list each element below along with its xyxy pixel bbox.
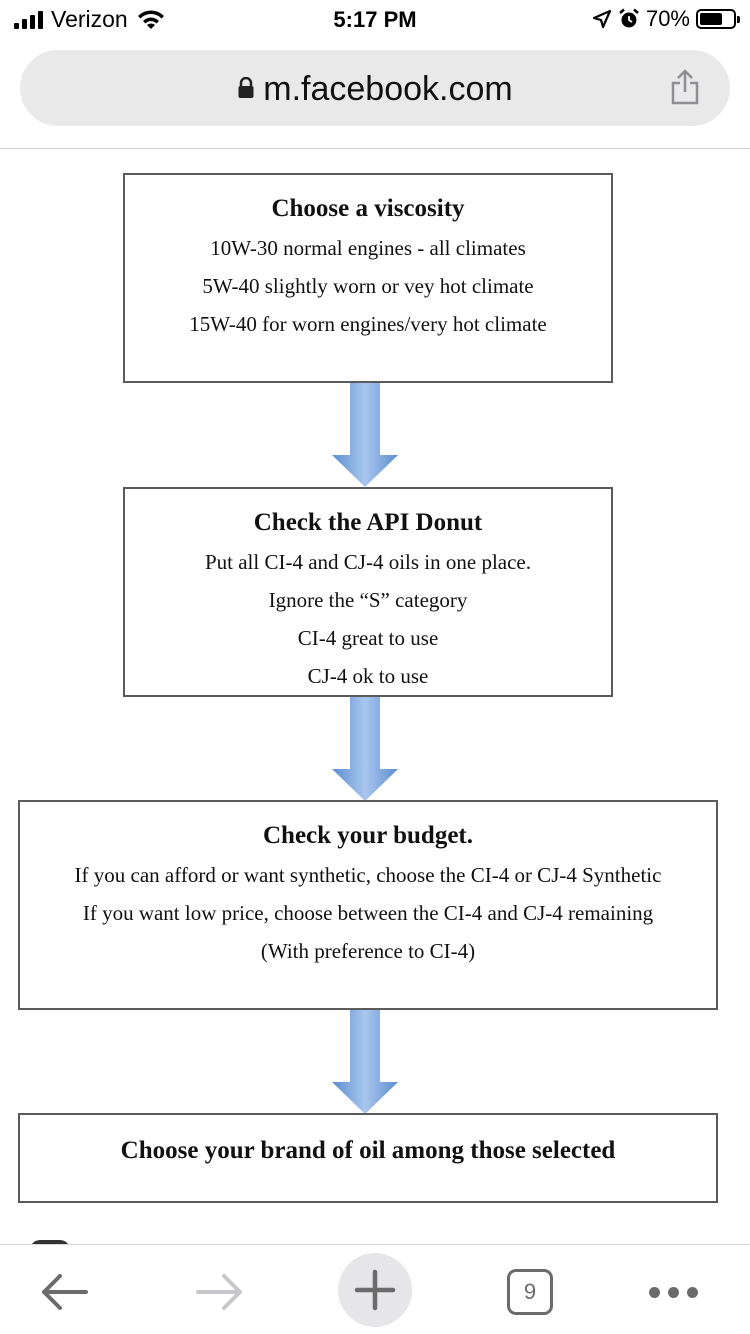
flow-step-viscosity [123, 173, 613, 383]
lock-icon [237, 77, 255, 99]
flow-arrow-down-icon [330, 383, 400, 487]
flow-step-line: (With preference to CI-4) [260, 939, 476, 963]
flow-step-line: CI-4 great to use [297, 626, 439, 650]
battery-level [700, 13, 722, 25]
flow-step-title: Check your budget. [263, 822, 473, 849]
flow-arrow-down-icon [330, 1010, 400, 1114]
flow-step-line: If you want low price, choose between the CI-4 and CJ-4 remaining [82, 901, 654, 925]
url-display[interactable] [20, 70, 730, 109]
flow-step-api-donut [123, 487, 613, 697]
flow-step-line: If you can afford or want synthetic, choose the CI-4 or CJ-4 Synthetic [74, 863, 662, 887]
more-button[interactable] [638, 1257, 708, 1327]
flow-step-line: Ignore the “S” category [268, 588, 468, 612]
header-divider [0, 148, 750, 149]
alarm-clock-icon [618, 8, 640, 30]
flow-step-title: Check the API Donut [253, 509, 483, 536]
status-bar [0, 0, 750, 40]
new-tab-button[interactable] [338, 1253, 412, 1327]
arrow-right-icon [194, 1272, 246, 1312]
url-text: m.facebook.com [263, 70, 513, 108]
status-right [592, 6, 736, 32]
forward-button[interactable] [185, 1257, 255, 1327]
flow-step-line: CJ-4 ok to use [307, 664, 429, 688]
more-dots-icon [649, 1287, 698, 1298]
location-arrow-icon [592, 9, 612, 29]
browser-toolbar [0, 1245, 750, 1334]
flow-step-line: 10W-30 normal engines - all climates [210, 236, 526, 260]
battery-percent: 70% [645, 6, 690, 31]
flow-step-line: Put all CI-4 and CJ-4 oils in one place. [204, 550, 532, 574]
battery-icon [696, 9, 736, 29]
status-time: 5:17 PM [333, 7, 417, 32]
plus-icon [353, 1268, 397, 1312]
tabs-button[interactable] [495, 1257, 565, 1327]
flow-step-title: Choose your brand of oil among those selected [120, 1137, 616, 1164]
flow-step-line: 15W-40 for worn engines/very hot climate [189, 312, 547, 336]
flow-step-budget [18, 800, 718, 1010]
flow-arrow-down-icon [330, 697, 400, 801]
back-button[interactable] [29, 1257, 99, 1327]
arrow-left-icon [38, 1272, 90, 1312]
carrier-name: Verizon [51, 6, 128, 32]
flow-step-brand [18, 1113, 718, 1203]
tab-count-badge: 9 [507, 1269, 553, 1315]
flow-step-title: Choose a viscosity [271, 195, 465, 222]
address-bar[interactable] [20, 50, 730, 126]
flow-step-line: 5W-40 slightly worn or vey hot climate [202, 274, 534, 298]
share-icon[interactable] [670, 68, 700, 106]
